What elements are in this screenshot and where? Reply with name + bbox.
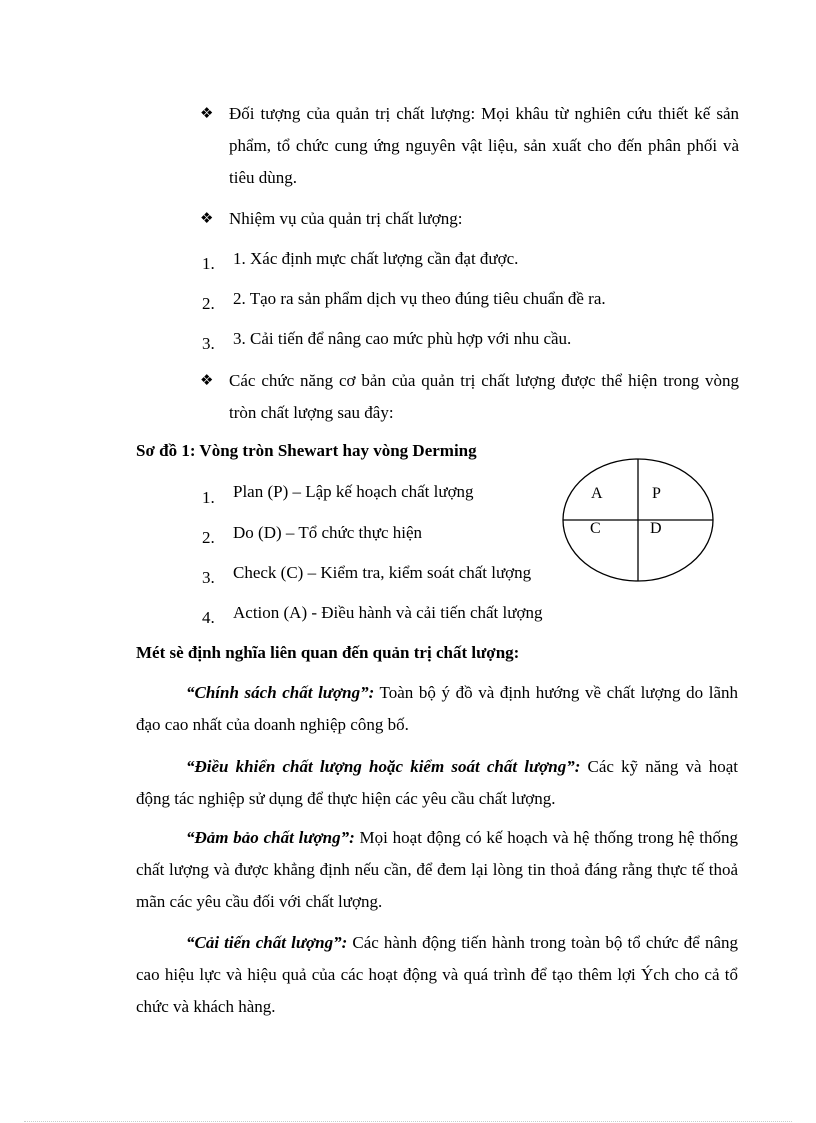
circle-label-c: C [590, 520, 601, 537]
diamond-bullet-icon: ❖ [200, 209, 214, 227]
list-item: 1. Xác định mực chất lượng cần đạt được. [233, 249, 519, 268]
circle-label-d: D [650, 520, 662, 537]
definition-term: “Đảm bảo chất lượng”: [186, 828, 355, 847]
definition-text: Các kỹ năng và hoạt động tác nghiệp sử dụng để thực hiện các yêu cầu chất lượng. [136, 757, 738, 808]
list-number: 2. [202, 528, 215, 547]
list-item: 3. Cải tiến để nâng cao mức phù hợp với nhu cầu. [233, 329, 572, 348]
list-number: 4. [202, 608, 215, 627]
list-number: 2. [202, 294, 215, 313]
cycle-step-action: Action (A) - Điều hành và cải tiến chất lượng [233, 603, 543, 622]
definition-quality-control [136, 751, 738, 815]
pdca-circle-diagram [561, 456, 717, 584]
definition-text: Mọi hoạt động có kế hoạch và hệ thống trong hệ thống chất lượng và được khẳng định nếu cần, để đem lại lòng tin thoả đáng rằng thực tế thoả mãn các yêu cầu đối với chất lượng. [136, 828, 738, 911]
list-item: 2. Tạo ra sản phẩm dịch vụ theo đúng tiêu chuẩn đề ra. [233, 289, 606, 308]
list-number: 3. [202, 568, 215, 587]
definition-text: Toàn bộ ý đồ và định hướng về chất lượng do lãnh đạo cao nhất của doanh nghiệp công bố. [136, 683, 738, 734]
definition-term: “Điều khiển chất lượng hoặc kiểm soát chất lượng”: [186, 757, 581, 776]
bullet-item-tasks: Nhiệm vụ của quản trị chất lượng: [229, 209, 463, 228]
cycle-step-check: Check (C) – Kiểm tra, kiểm soát chất lượng [233, 563, 532, 582]
bullet-item-objects: Đối tượng của quản trị chất lượng: Mọi khâu từ nghiên cứu thiết kế sản phẩm, tổ chức cung ứng nguyên vật liệu, sản xuất cho đến phân phối và tiêu dùng. [229, 104, 739, 187]
definitions-heading: Mét sè định nghĩa liên quan đến quản trị chất lượng: [136, 643, 520, 662]
diagram-title: Sơ đồ 1: Vòng tròn Shewart hay vòng Derming [136, 441, 477, 460]
diamond-bullet-icon: ❖ [200, 104, 214, 122]
definition-term: “Cải tiến chất lượng”: [186, 933, 348, 952]
page-bottom-rule [24, 1121, 792, 1122]
definition-text: Các hành động tiến hành trong toàn bộ tổ chức để nâng cao hiệu lực và hiệu quả của các hoạt động và quá trình để tạo thêm lợi Ých cho cả tổ chức và khách hàng. [136, 933, 738, 1016]
definition-quality-assurance [136, 822, 738, 918]
definition-quality-improvement [136, 927, 738, 1023]
list-number: 3. [202, 334, 215, 353]
cycle-step-plan: Plan (P) – Lập kế hoạch chất lượng [233, 482, 474, 501]
list-number: 1. [202, 488, 215, 507]
diamond-bullet-icon: ❖ [200, 371, 214, 389]
circle-label-p: P [652, 485, 661, 502]
bullet-item-functions: Các chức năng cơ bản của quản trị chất lượng được thể hiện trong vòng tròn chất lượng sau đây: [229, 371, 739, 422]
definition-term: “Chính sách chất lượng”: [186, 683, 375, 702]
cycle-step-do: Do (D) – Tổ chức thực hiện [233, 523, 423, 542]
definition-quality-policy [136, 677, 738, 741]
circle-label-a: A [591, 485, 603, 502]
list-number: 1. [202, 254, 215, 273]
